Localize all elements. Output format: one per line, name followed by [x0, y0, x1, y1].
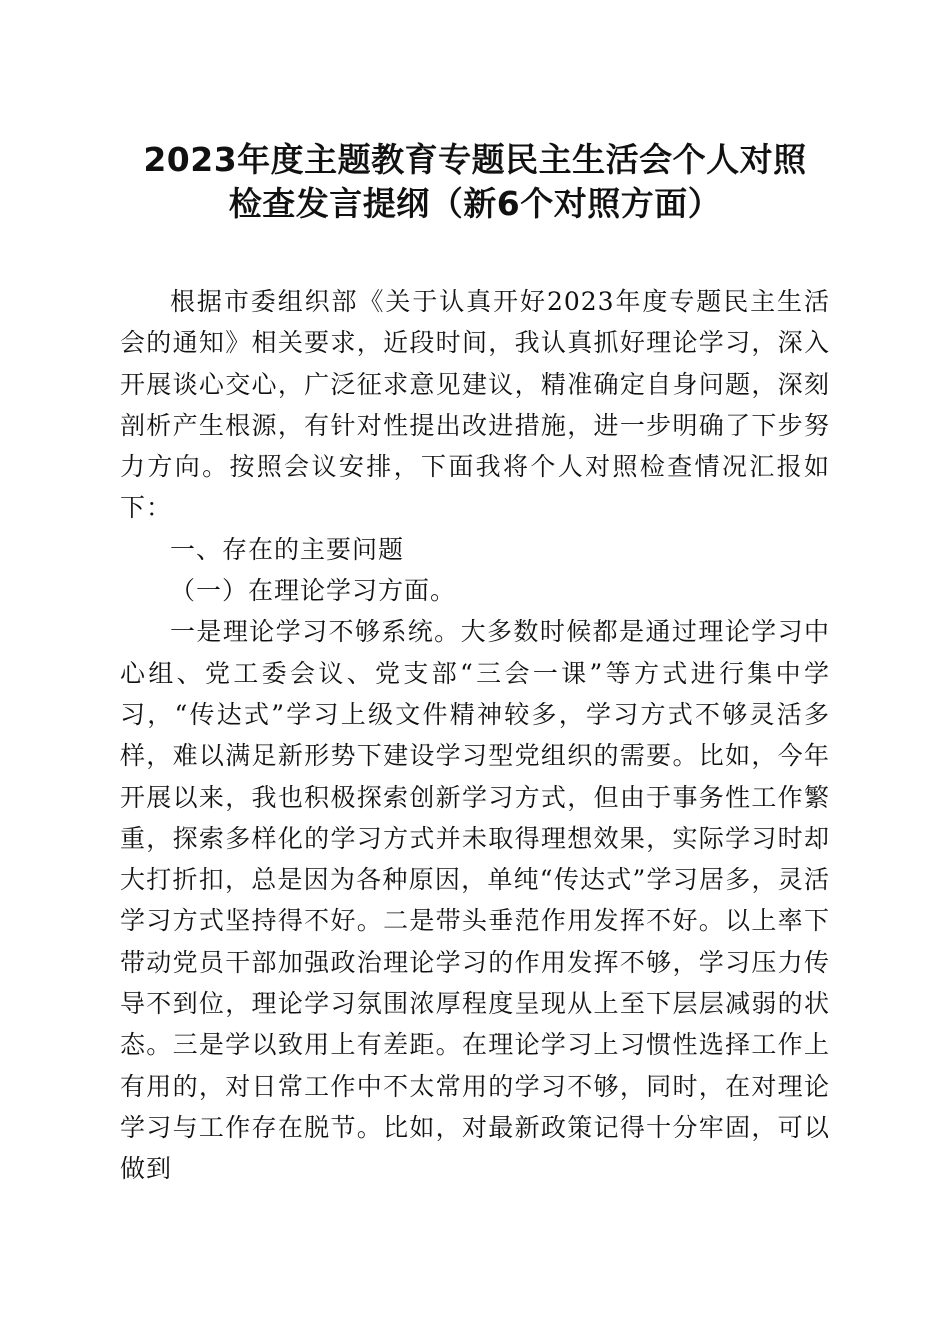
- title-line-2: 检查发言提纲（新6个对照方面）: [228, 184, 722, 223]
- document-body: [120, 281, 830, 1190]
- document-title: [0, 138, 950, 226]
- subsection-heading: （一）在理论学习方面。: [170, 576, 457, 606]
- section-heading: 一、存在的主要问题: [170, 534, 405, 564]
- intro-paragraph: 根据市委组织部《关于认真开好2023年度专题民主生活会的通知》相关要求，近段时间，我认真抓好理论学习，深入开展谈心交心，广泛征求意见建议，精准确定自身问题，深刻剖析产生根源，有针对性提出改进措施，进一步明确了下步努力方向。按照会议安排，下面我将个人对照检查情况汇报如下：: [120, 287, 830, 523]
- body-paragraph: 一是理论学习不够系统。大多数时候都是通过理论学习中心组、党工委会议、党支部“三会一课”等方式进行集中学习，“传达式”学习上级文件精神较多，学习方式不够灵活多样，难以满足新形势下建设学习型党组织的需要。比如，今年开展以来，我也积极探索创新学习方式，但由于事务性工作繁重，探索多样化的学习方式并未取得理想效果，实际学习时却大打折扣，总是因为各种原因，单纯“传达式”学习居多，灵活学习方式坚持得不好。二是带头垂范作用发挥不好。以上率下带动党员干部加强政治理论学习的作用发挥不够，学习压力传导不到位，理论学习氛围浓厚程度呈现从上至下层层减弱的状态。三是学以致用上有差距。在理论学习上习惯性选择工作上有用的，对日常工作中不太常用的学习不够，同时，在对理论学习与工作存在脱节。比如，对最新政策记得十分牢固，可以做到: [120, 617, 830, 1184]
- title-line-1: 2023年度主题教育专题民主生活会个人对照: [143, 140, 807, 179]
